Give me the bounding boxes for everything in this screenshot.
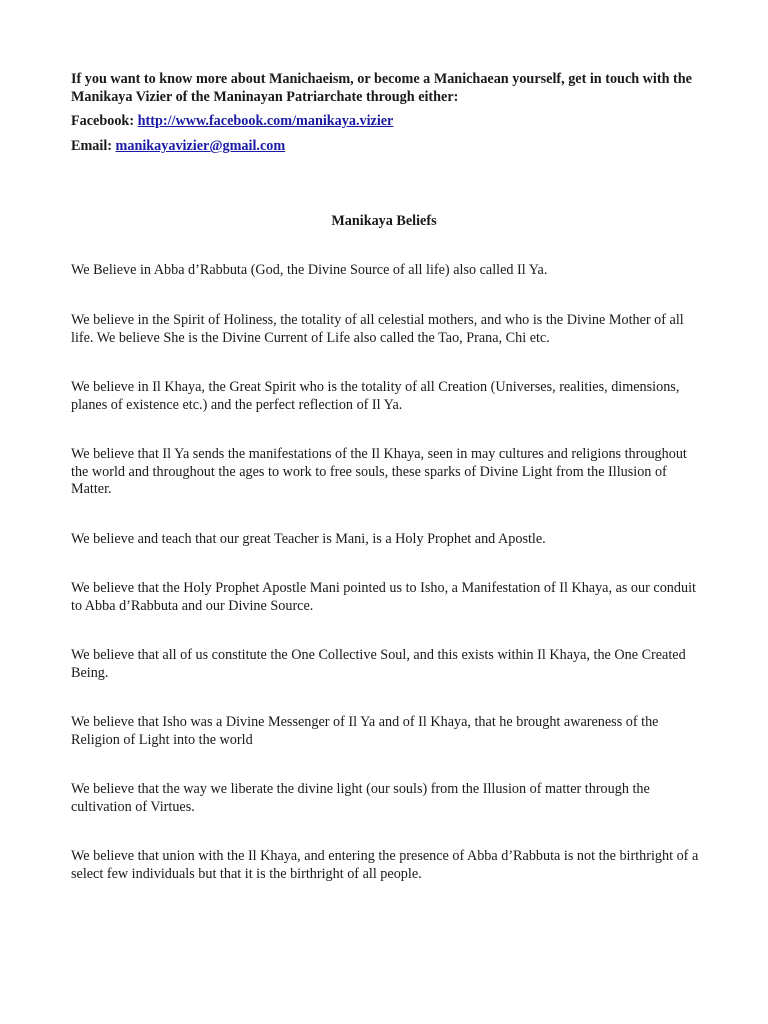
belief-paragraph: We believe and teach that our great Teacher is Mani, is a Holy Prophet and Apostle. [71,531,546,547]
belief-paragraph: We believe that the way we liberate the divine light (our souls) from the Illusion of matter through the cultivation of Virtues. [71,781,650,815]
facebook-link[interactable]: http://www.facebook.com/manikaya.vizier [137,113,394,129]
belief-paragraph: We believe that the Holy Prophet Apostle Mani pointed us to Isho, a Manifestation of Il Khaya, as our conduit to Abba d’Rabbuta and our Divine Source. [71,580,696,614]
facebook-label: Facebook: [71,113,135,129]
belief-paragraph: We believe in the Spirit of Holiness, the totality of all celestial mothers, and who is the Divine Mother of all life. We believe She is the Divine Current of Life also called the Tao, Prana, Chi etc. [71,312,684,346]
facebook-line [71,113,701,131]
belief-paragraph: We believe that union with the Il Khaya, and entering the presence of Abba d’Rabbuta is not the birthright of a select few individuals but that it is the birthright of all people. [71,848,699,882]
beliefs-heading: Manikaya Beliefs [331,213,437,229]
email-link[interactable]: manikayavizier@gmail.com [115,138,286,154]
belief-paragraph: We believe that Isho was a Divine Messenger of Il Ya and of Il Khaya, that he brought awareness of the Religion of Light into the world [71,714,659,748]
email-label: Email: [71,138,112,154]
belief-paragraph: We believe that all of us constitute the One Collective Soul, and this exists within Il Khaya, the One Created Being. [71,647,686,681]
contact-intro: If you want to know more about Manichaeism, or become a Manichaean yourself, get in touch with the Manikaya Vizier of the Maninayan Patriarchate through either: [71,71,692,105]
belief-paragraph: We believe that Il Ya sends the manifestations of the Il Khaya, seen in may cultures and religions throughout the world and throughout the ages to work to free souls, these sparks of Divine Light from the Illusion of Matter. [71,446,687,497]
email-line [71,138,701,156]
belief-paragraph: We believe in Il Khaya, the Great Spirit who is the totality of all Creation (Universes, realities, dimensions, planes of existence etc.) and the perfect reflection of Il Ya. [71,379,680,413]
belief-paragraph: We Believe in Abba d’Rabbuta (God, the Divine Source of all life) also called Il Ya. [71,262,548,278]
